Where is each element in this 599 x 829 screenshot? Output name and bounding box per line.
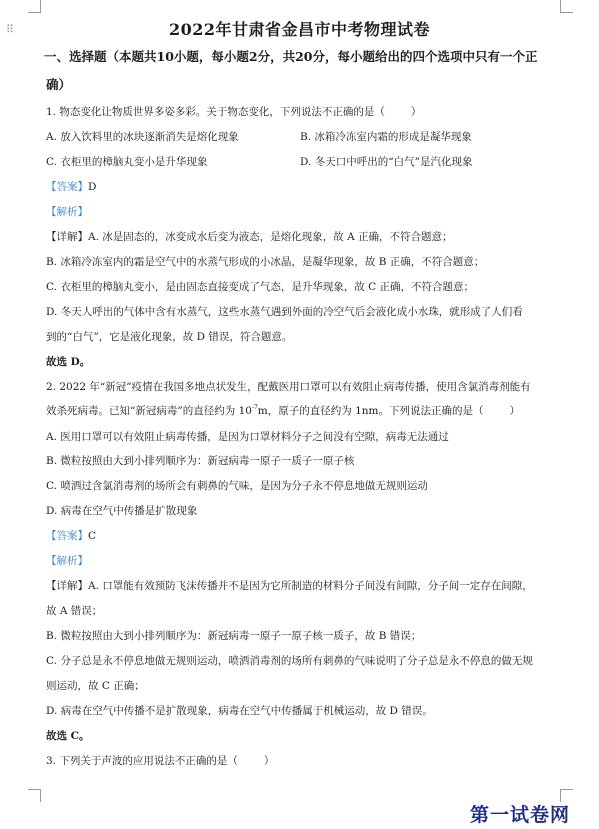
q1-option-b: B. 冰箱冷冻室内霜的形成是凝华现象 bbox=[300, 131, 472, 143]
q2-detail-line: B. 微粒按照由大到小排列顺序为：新冠病毒一原子一原子核一质子，故 B 错误； bbox=[46, 630, 422, 642]
section-heading-line1: 一、选择题（本题共10小题，每小题2分，共20分，每小题给出的四个选项中只有一个正 bbox=[44, 49, 538, 64]
crop-mark-top-left bbox=[28, 0, 41, 13]
detail-tag: 【详解】 bbox=[46, 231, 88, 243]
q2-detail-line: C. 分子总是永不停息地做无规则运动，喷洒消毒剂的场所有刺鼻的气味说明了分子总是永不停息的做无规 bbox=[46, 655, 533, 667]
crop-mark-top-right bbox=[560, 0, 573, 13]
q2-option-d: D. 病毒在空气中传播是扩散现象 bbox=[46, 505, 198, 517]
q1-options-row1 bbox=[46, 129, 566, 144]
q2-detail-line: 故 A 错误； bbox=[46, 605, 103, 617]
q1-detail-line: 到的“白气”，它是液化现象，故 D 错误，符合题意。 bbox=[46, 331, 293, 343]
q2-stem-line1: 2. 2022 年“新冠”疫情在我国多地点状发生，配戴医用口罩可以有效阻止病毒传播，使用含氯消毒剂能有 bbox=[46, 381, 531, 393]
answer-tag: 【答案】 bbox=[46, 530, 88, 542]
answer-tag: 【答案】 bbox=[46, 181, 88, 193]
crop-mark-bottom-left bbox=[28, 789, 41, 802]
q2-option-c: C. 喷洒过含氯消毒剂的场所会有刺鼻的气味，是因为分子永不停息地做无规则运动 bbox=[46, 480, 428, 492]
q1-detail-line: B. 冰箱冷冻室内的霜是空气中的水蒸气形成的小冰晶，是凝华现象，故 B 正确，不符合题意； bbox=[46, 256, 485, 268]
q2-stem-line2: 效杀死病毒。已知“新冠病毒”的直径约为 $10^{-7}m$，原子的直径约为 1nm。下列说法正确的是（ ） bbox=[46, 404, 520, 417]
q1-options-row2 bbox=[46, 154, 566, 169]
q2-option-a: A. 医用口罩可以有效阻止病毒传播，是因为口罩材料分子之间没有空隙，病毒无法通过 bbox=[46, 431, 449, 443]
section-heading-line2: 确） bbox=[46, 77, 72, 92]
page-title: 2022年甘肃省金昌市中考物理试卷 bbox=[168, 20, 431, 39]
q1-detail-line: C. 衣柜里的樟脑丸变小，是由固态直接变成了气态，是升华现象，故 C 正确，不符合题意； bbox=[46, 281, 475, 293]
q2-conclusion: 故选 C。 bbox=[46, 730, 90, 742]
q1-option-a: A. 放入饮料里的冰块逐渐消失是熔化现象 bbox=[46, 131, 239, 143]
q2-detail-line: 则运动，故 C 正确； bbox=[46, 680, 145, 692]
q2-detail-line: 【详解】A. 口罩能有效预防飞沫传播并不是因为它所制造的材料分子间没有间隙，分子间一定存在间隙， bbox=[46, 580, 533, 592]
q1-conclusion: 故选 D。 bbox=[46, 356, 91, 368]
q1-option-c: C. 衣柜里的樟脑丸变小是升华现象 bbox=[46, 156, 208, 168]
q1-detail-line: 【详解】A. 冰是固态的，冰变成水后变为液态，是熔化现象，故 A 正确，不符合题意； bbox=[46, 231, 453, 243]
q1-analysis-tag: 【解析】 bbox=[46, 206, 88, 218]
q2-analysis-tag: 【解析】 bbox=[46, 555, 88, 567]
q2-option-b: B. 微粒按照由大到小排列顺序为：新冠病毒一原子一质子一原子核 bbox=[46, 455, 355, 467]
q3-stem: 3. 下列关于声波的应用说法不正确的是（ ） bbox=[46, 755, 275, 767]
q2-answer: 【答案】C bbox=[46, 530, 97, 542]
q1-option-d: D. 冬天口中呼出的“白气”是汽化现象 bbox=[300, 156, 473, 168]
detail-tag: 【详解】 bbox=[46, 580, 88, 592]
watermark-logo: 第一试卷网 bbox=[470, 804, 571, 826]
drag-handle-icon[interactable]: ⠿ bbox=[6, 23, 14, 36]
q2-detail-line: D. 病毒在空气中传播不是扩散现象，病毒在空气中传播属于机械运动，故 D 错误。 bbox=[46, 705, 433, 717]
q1-detail-line: D. 冬天人呼出的气体中含有水蒸气，这些水蒸气遇到外面的冷空气后会液化成小水珠，就形成了人们看 bbox=[46, 306, 523, 318]
q1-answer: 【答案】D bbox=[46, 181, 97, 193]
q1-stem: 1. 物态变化让物质世界多姿多彩。关于物态变化，下列说法不正确的是（ ） bbox=[46, 106, 422, 118]
